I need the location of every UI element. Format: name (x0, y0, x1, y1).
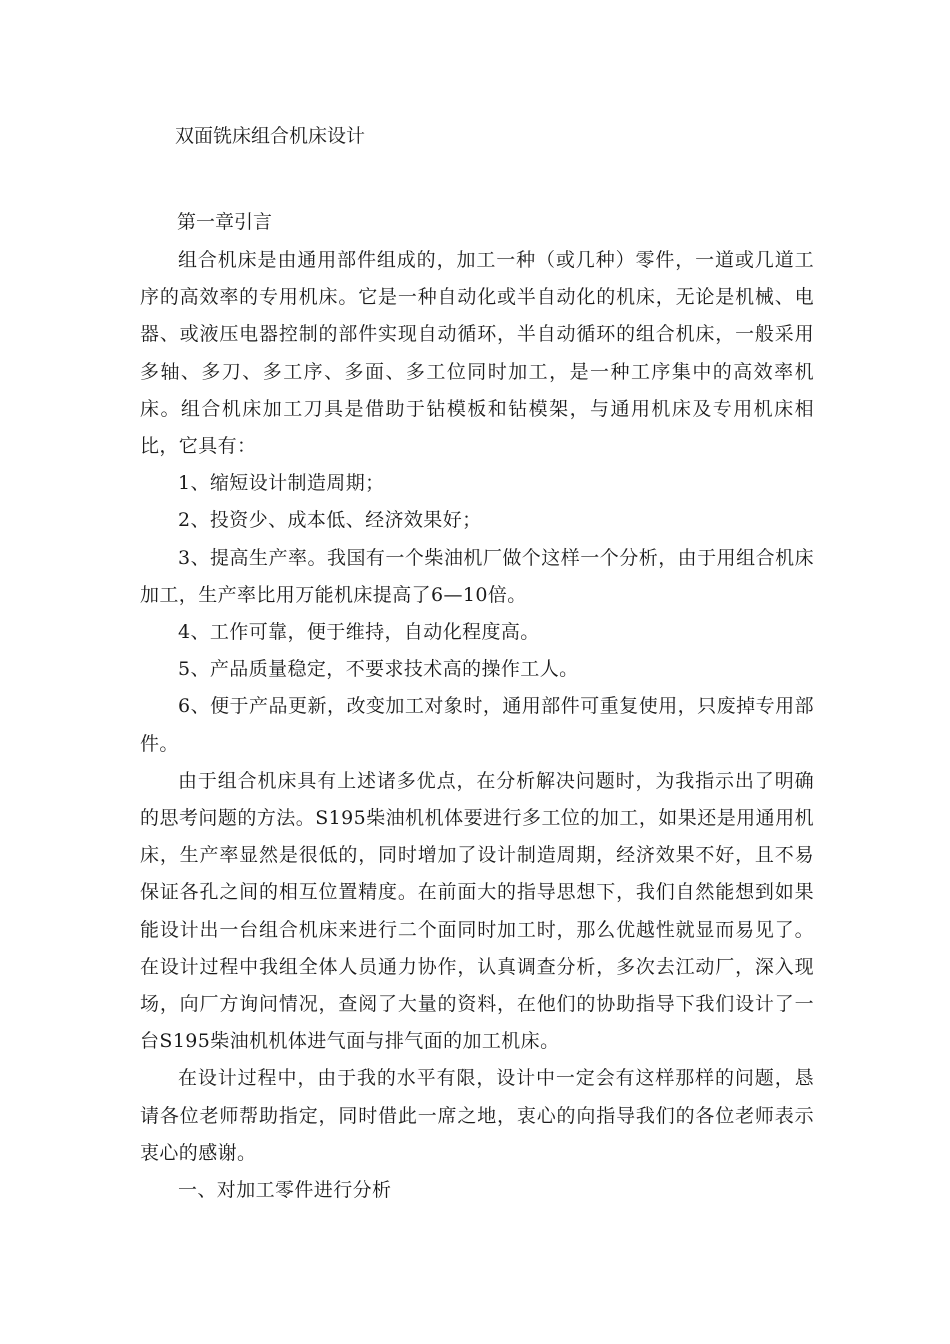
intro-paragraph: 组合机床是由通用部件组成的，加工一种（或几种）零件，一道或几道工序的高效率的专用机床。它是一种自动化或半自动化的机床，无论是机械、电器、或液压电器控制的部件实现自动循环，半自动循环的组合机床，一般采用多轴、多刀、多工序、多面、多工位同时加工，是一种工序集中的高效率机床。组合机床加工刀具是借助于钻模板和钻模架，与通用机床及专用机床相比，它具有： (140, 249, 814, 458)
advantage-item-2: 2、投资少、成本低、经济效果好； (178, 509, 482, 532)
document-title: 双面铣床组合机床设计 (175, 125, 366, 147)
section-heading: 一、对加工零件进行分析 (178, 1179, 392, 1202)
advantage-item-1: 1、缩短设计制造周期； (178, 472, 385, 495)
body-paragraph-3: 在设计过程中，由于我的水平有限，设计中一定会有这样那样的问题，恳请各位老师帮助指定，同时借此一席之地，衷心的向指导我们的各位老师表示衷心的感谢。 (140, 1067, 814, 1164)
advantage-item-3: 3、提高生产率。我国有一个柴油机厂做个这样一个分析，由于用组合机床加工，生产率比用万能机床提高了6—10倍。 (140, 546, 814, 606)
advantage-item-4: 4、工作可靠，便于维持，自动化程度高。 (178, 621, 540, 644)
body-paragraph-2: 由于组合机床具有上述诸多优点，在分析解决问题时，为我指示出了明确的思考问题的方法。S195柴油机机体要进行多工位的加工，如果还是用通用机床，生产率显然是很低的，同时增加了设计制造周期，经济效果不好，且不易保证各孔之间的相互位置精度。在前面大的指导思想下，我们自然能想到如果能设计出一台组合机床来进行二个面同时加工时，那么优越性就显而易见了。在设计过程中我组全体人员通力协作，认真调查分析，多次去江动厂，深入现场，向厂方询问情况，查阅了大量的资料，在他们的协助指导下我们设计了一台S195柴油机机体进气面与排气面的加工机床。 (140, 769, 814, 1053)
advantage-item-6: 6、便于产品更新，改变加工对象时，通用部件可重复使用，只废掉专用部件。 (140, 695, 814, 755)
advantage-item-5: 5、产品质量稳定，不要求技术高的操作工人。 (178, 658, 579, 681)
chapter-heading: 第一章引言 (177, 211, 273, 233)
